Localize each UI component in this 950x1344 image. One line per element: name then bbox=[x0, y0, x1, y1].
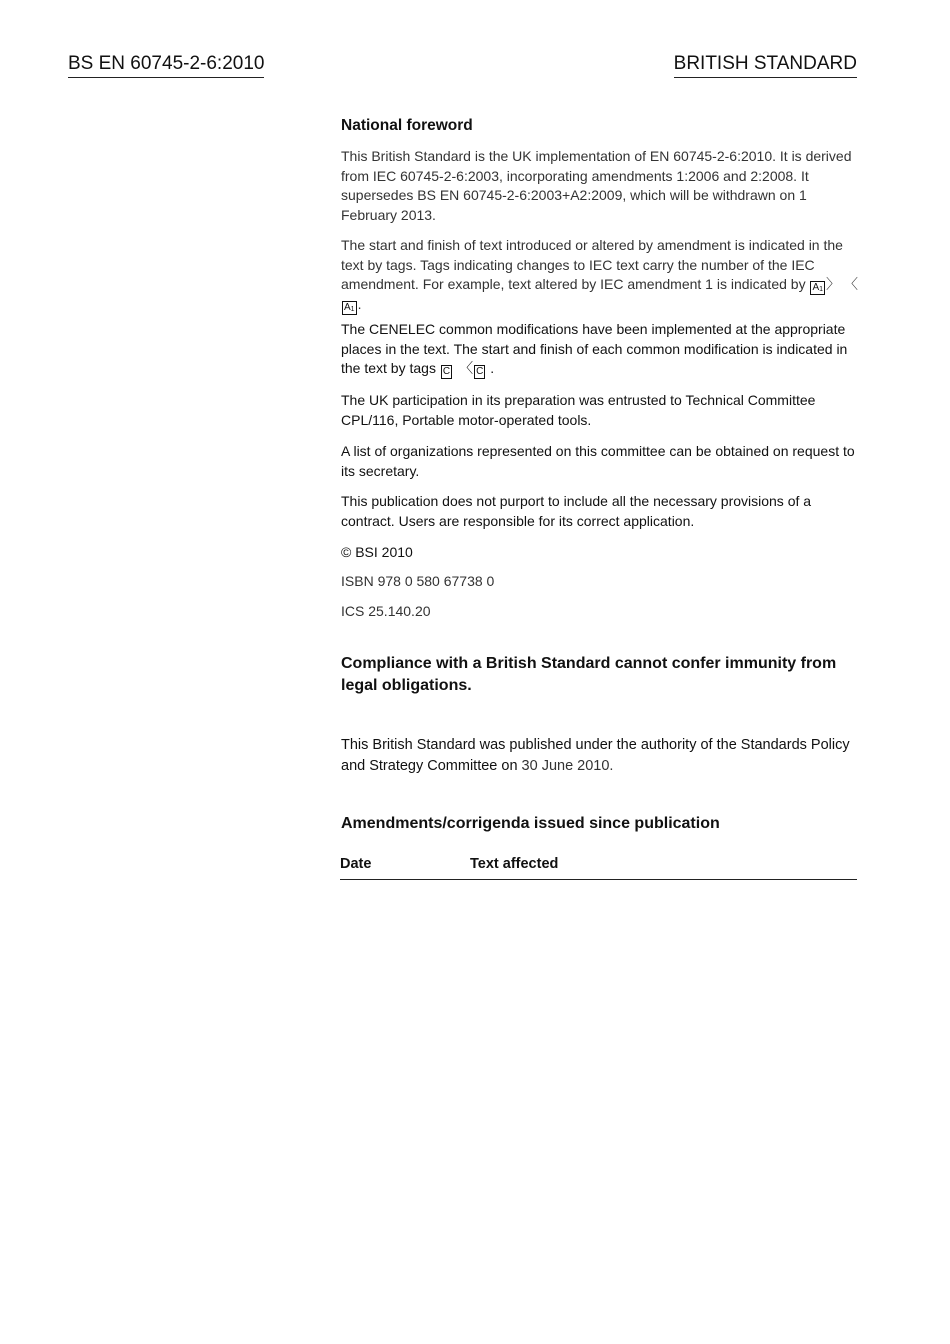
amendments-col-text-affected: Text affected bbox=[470, 856, 559, 872]
foreword-para-amendment-tags: The start and finish of text introduced or altered by amendment is indicated in the text by tags. Tags indicating changes to IEC text carry the number of the IEC amendment. For example, text altered by IEC amendment 1 is indicated by A1 〉 〈A1 . bbox=[341, 237, 859, 313]
foreword-para-provisions: This publication does not purport to include all the necessary provisions of a contract. Users are responsible for its correct application. bbox=[341, 493, 812, 529]
isbn: ISBN 978 0 580 67738 0 bbox=[341, 573, 495, 589]
cenelec-end-tag-icon: C bbox=[476, 366, 484, 377]
amendment-tags-text: The start and finish of text introduced or altered by amendment is indicated in the text by tags. Tags indicating changes to IEC text carry the number of the IEC amendment. For example, text altered by IEC amendment 1 is indicated by bbox=[341, 237, 843, 292]
amendment-end-tag-icon: A1 bbox=[344, 302, 355, 313]
foreword-title: National foreword bbox=[341, 117, 473, 134]
foreword-para-committee: The UK participation in its preparation was entrusted to Technical Committee CPL/116, Portable motor-operated tools. bbox=[341, 392, 816, 428]
amendments-title: Amendments/corrigenda issued since publication bbox=[341, 815, 720, 832]
publication-date: 30 June 2010. bbox=[521, 758, 614, 774]
document-id: BS EN 60745-2-6:2010 bbox=[68, 52, 264, 78]
publication-text: This British Standard was published under the authority of the Standards Policy and Strategy Committee on bbox=[341, 737, 850, 774]
foreword-para-implementation: This British Standard is the UK implementation of EN 60745-2-6:2010. It is derived from IEC 60745-2-6:2003, incorporating amendments 1:2006 and 2:2008. It supersedes BS EN 60745-2-6:2003+A2:2009, which will be withdrawn on 1 February 2013. bbox=[341, 148, 852, 223]
document-type: BRITISH STANDARD bbox=[674, 52, 857, 78]
publication-statement bbox=[341, 735, 861, 777]
amendments-col-date: Date bbox=[340, 856, 372, 872]
compliance-notice: Compliance with a British Standard cannot confer immunity from legal obligations. bbox=[341, 655, 837, 694]
foreword-para-organizations: A list of organizations represented on this committee can be obtained on request to its secretary. bbox=[341, 443, 855, 479]
cenelec-start-tag-icon: C bbox=[442, 366, 451, 377]
foreword-para-cenelec: The CENELEC common modifications have been implemented at the appropriate places in the text. The start and finish of each common modification is indicated in the text by tags C 〈 C . bbox=[341, 321, 848, 377]
copyright: © BSI 2010 bbox=[341, 544, 413, 560]
ics: ICS 25.140.20 bbox=[341, 603, 431, 619]
amendment-start-tag-icon: A1 bbox=[812, 282, 824, 293]
amendments-table bbox=[340, 853, 857, 880]
cenelec-text: The CENELEC common modifications have been implemented at the appropriate places in the text. The start and finish of each common modification is indicated in the text by tags bbox=[341, 321, 848, 376]
